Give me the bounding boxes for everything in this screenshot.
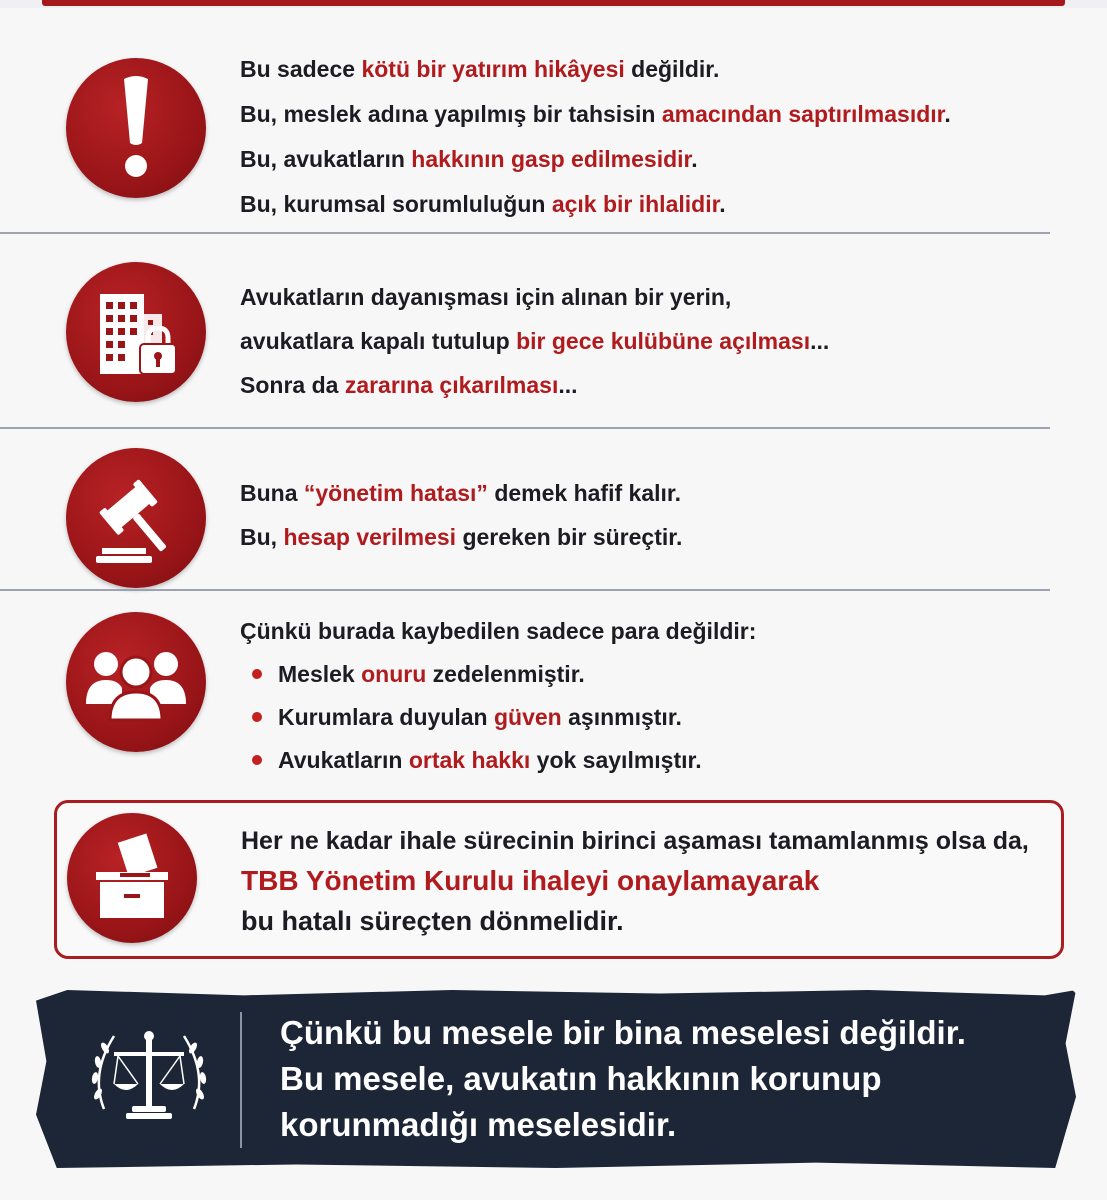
losses-intro: Çünkü burada kaybedilen sadece para değildir: <box>240 618 757 644</box>
top-accent-bar <box>0 0 1107 8</box>
gavel-line-1: Buna “yönetim hatası” demek hafif kalır. <box>240 480 681 506</box>
gavel-circle <box>66 448 206 588</box>
call-to-action-box <box>54 800 1064 959</box>
closing-banner <box>36 990 1076 1168</box>
cta-text <box>241 821 1029 941</box>
banner-line-3: korunmadığı meselesidir. <box>280 1106 677 1143</box>
divider-1 <box>0 232 1050 234</box>
top-accent-line <box>42 0 1065 6</box>
gavel-icon <box>88 470 184 566</box>
banner-line-2: Bu mesele, avukatın hakkının korunup <box>280 1060 882 1097</box>
ballot-circle <box>67 813 197 943</box>
divider-3 <box>0 589 1050 591</box>
building-line-2: avukatlara kapalı tutulup bir gece kulübüne açılması... <box>240 328 830 354</box>
banner-line-1: Çünkü bu mesele bir bina meselesi değildir. <box>280 1014 966 1051</box>
bullet-dot <box>252 669 262 679</box>
bullet-dot <box>252 712 262 722</box>
warning-line-1: Bu sadece kötü bir yatırım hikâyesi değildir. <box>240 56 720 82</box>
cta-line-3: bu hatalı süreçten dönmelidir. <box>241 906 624 936</box>
building-line-1: Avukatların dayanışması için alınan bir yerin, <box>240 284 732 310</box>
people-group-icon <box>84 642 188 722</box>
warning-line-4: Bu, kurumsal sorumluluğun açık bir ihlalidir. <box>240 191 726 217</box>
building-lock-icon <box>88 284 184 380</box>
warning-line-2: Bu, meslek adına yapılmış bir tahsisin amacından saptırılmasıdır. <box>240 101 951 127</box>
banner-separator <box>240 1012 242 1148</box>
cta-line-1: Her ne kadar ihale sürecinin birinci aşaması tamamlanmış olsa da, <box>241 827 1029 855</box>
building-circle <box>66 262 206 402</box>
warning-text <box>240 52 951 221</box>
losses-text <box>240 614 756 777</box>
bullet-dot <box>252 755 262 765</box>
gavel-text <box>240 476 682 554</box>
exclamation-icon <box>106 73 166 183</box>
cta-line-2: TBB Yönetim Kurulu ihaleyi onaylamayarak <box>241 865 820 896</box>
gavel-line-2: Bu, hesap verilmesi gereken bir süreçtir. <box>240 524 683 550</box>
building-text <box>240 280 829 402</box>
warning-circle <box>66 58 206 198</box>
building-line-3: Sonra da zararına çıkarılması... <box>240 372 578 398</box>
scales-of-justice-icon <box>84 1014 214 1144</box>
ballot-box-icon <box>86 832 178 924</box>
warning-line-3: Bu, avukatların hakkının gasp edilmesidir. <box>240 146 698 172</box>
losses-item-1: Meslek onuru zedelenmiştir. <box>240 657 756 691</box>
losses-item-3: Avukatların ortak hakkı yok sayılmıştır. <box>240 743 756 777</box>
banner-text <box>280 1010 966 1148</box>
divider-2 <box>0 427 1050 429</box>
losses-list <box>240 657 756 777</box>
people-circle <box>66 612 206 752</box>
losses-item-2: Kurumlara duyulan güven aşınmıştır. <box>240 700 756 734</box>
